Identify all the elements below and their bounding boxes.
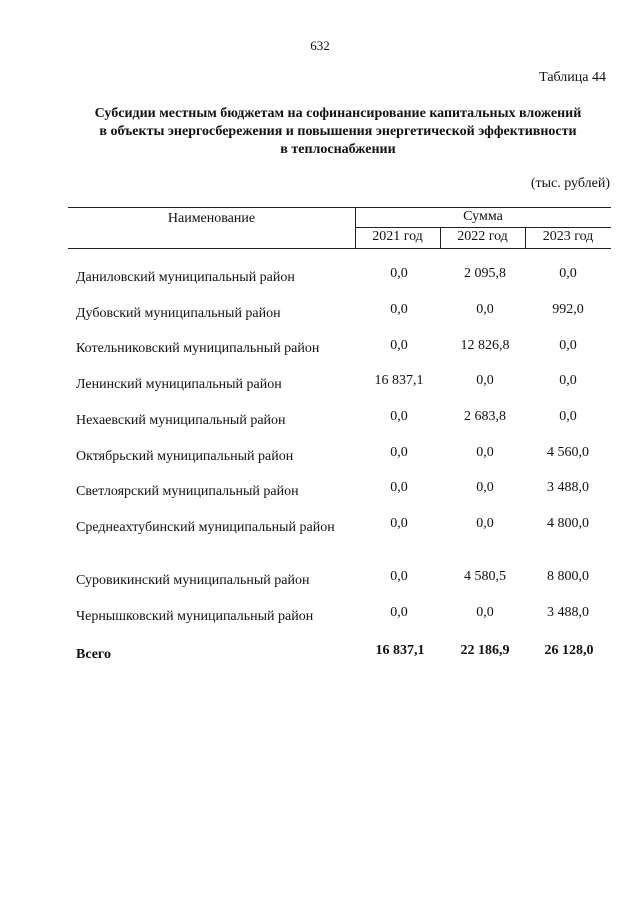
row-value-2023: 0,0 (559, 373, 577, 388)
row-value-2023: 0,0 (559, 338, 577, 353)
row-value-2021: 0,0 (390, 338, 408, 353)
row-name: Октябрьский муниципальный район (76, 449, 294, 464)
row-value-2021: 0,0 (390, 409, 408, 424)
row-value-2021: 0,0 (390, 445, 408, 460)
row-value-2022: 0,0 (476, 480, 494, 495)
title-line: в теплоснабжении (280, 142, 396, 157)
row-value-2023: 8 800,0 (547, 569, 589, 584)
row-value-2022: 0,0 (476, 302, 494, 317)
row-value-2023: 4 800,0 (547, 516, 589, 531)
table-label: Таблица 44 (539, 70, 606, 85)
row-value-2021: 0,0 (390, 266, 408, 281)
header-year: 2021 год (372, 229, 423, 244)
row-value-2023: 3 488,0 (547, 480, 589, 495)
row-value-2023: 4 560,0 (547, 445, 589, 460)
header-sum: Сумма (463, 209, 503, 224)
row-name: Среднеахтубинский муниципальный район (76, 520, 335, 535)
row-value-2021: 16 837,1 (374, 373, 424, 388)
total-value-2022: 22 186,9 (460, 643, 510, 658)
row-value-2022: 2 683,8 (464, 409, 506, 424)
page-number: 632 (310, 38, 330, 53)
row-value-2022: 12 826,8 (460, 338, 510, 353)
title-line: в объекты энергосбережения и повышения энергетической эффективности (99, 124, 577, 139)
row-value-2023: 992,0 (552, 302, 584, 317)
row-name: Нехаевский муниципальный район (76, 413, 286, 428)
title-line: Субсидии местным бюджетам на софинансирование капитальных вложений (94, 106, 582, 121)
row-value-2022: 0,0 (476, 516, 494, 531)
header-year: 2022 год (457, 229, 508, 244)
row-value-2021: 0,0 (390, 516, 408, 531)
total-value-2023: 26 128,0 (544, 643, 594, 658)
header-sub-border (355, 227, 611, 228)
row-value-2023: 3 488,0 (547, 605, 589, 620)
row-value-2021: 0,0 (390, 569, 408, 584)
row-value-2021: 0,0 (390, 605, 408, 620)
row-value-2022: 2 095,8 (464, 266, 506, 281)
row-name: Суровикинский муниципальный район (76, 573, 310, 588)
units-label: (тыс. рублей) (530, 176, 610, 191)
row-name: Дубовский муниципальный район (76, 306, 281, 321)
row-name: Даниловский муниципальный район (76, 270, 295, 285)
row-value-2022: 0,0 (476, 445, 494, 460)
row-name: Чернышковский муниципальный район (76, 609, 314, 624)
header-top-border (68, 207, 611, 208)
row-name: Ленинский муниципальный район (76, 377, 282, 392)
total-label: Всего (76, 647, 111, 662)
row-value-2021: 0,0 (390, 302, 408, 317)
table-title (60, 105, 616, 159)
row-value-2022: 4 580,5 (464, 569, 506, 584)
row-value-2021: 0,0 (390, 480, 408, 495)
header-year: 2023 год (542, 229, 594, 244)
header-bottom-border (68, 248, 611, 249)
row-value-2023: 0,0 (559, 266, 577, 281)
row-name: Светлоярский муниципальный район (76, 484, 299, 499)
row-value-2022: 0,0 (476, 605, 494, 620)
row-name: Котельниковский муниципальный район (76, 341, 320, 356)
header-name: Наименование (167, 211, 256, 226)
row-value-2023: 0,0 (559, 409, 577, 424)
total-value-2021: 16 837,1 (375, 643, 425, 658)
row-value-2022: 0,0 (476, 373, 494, 388)
